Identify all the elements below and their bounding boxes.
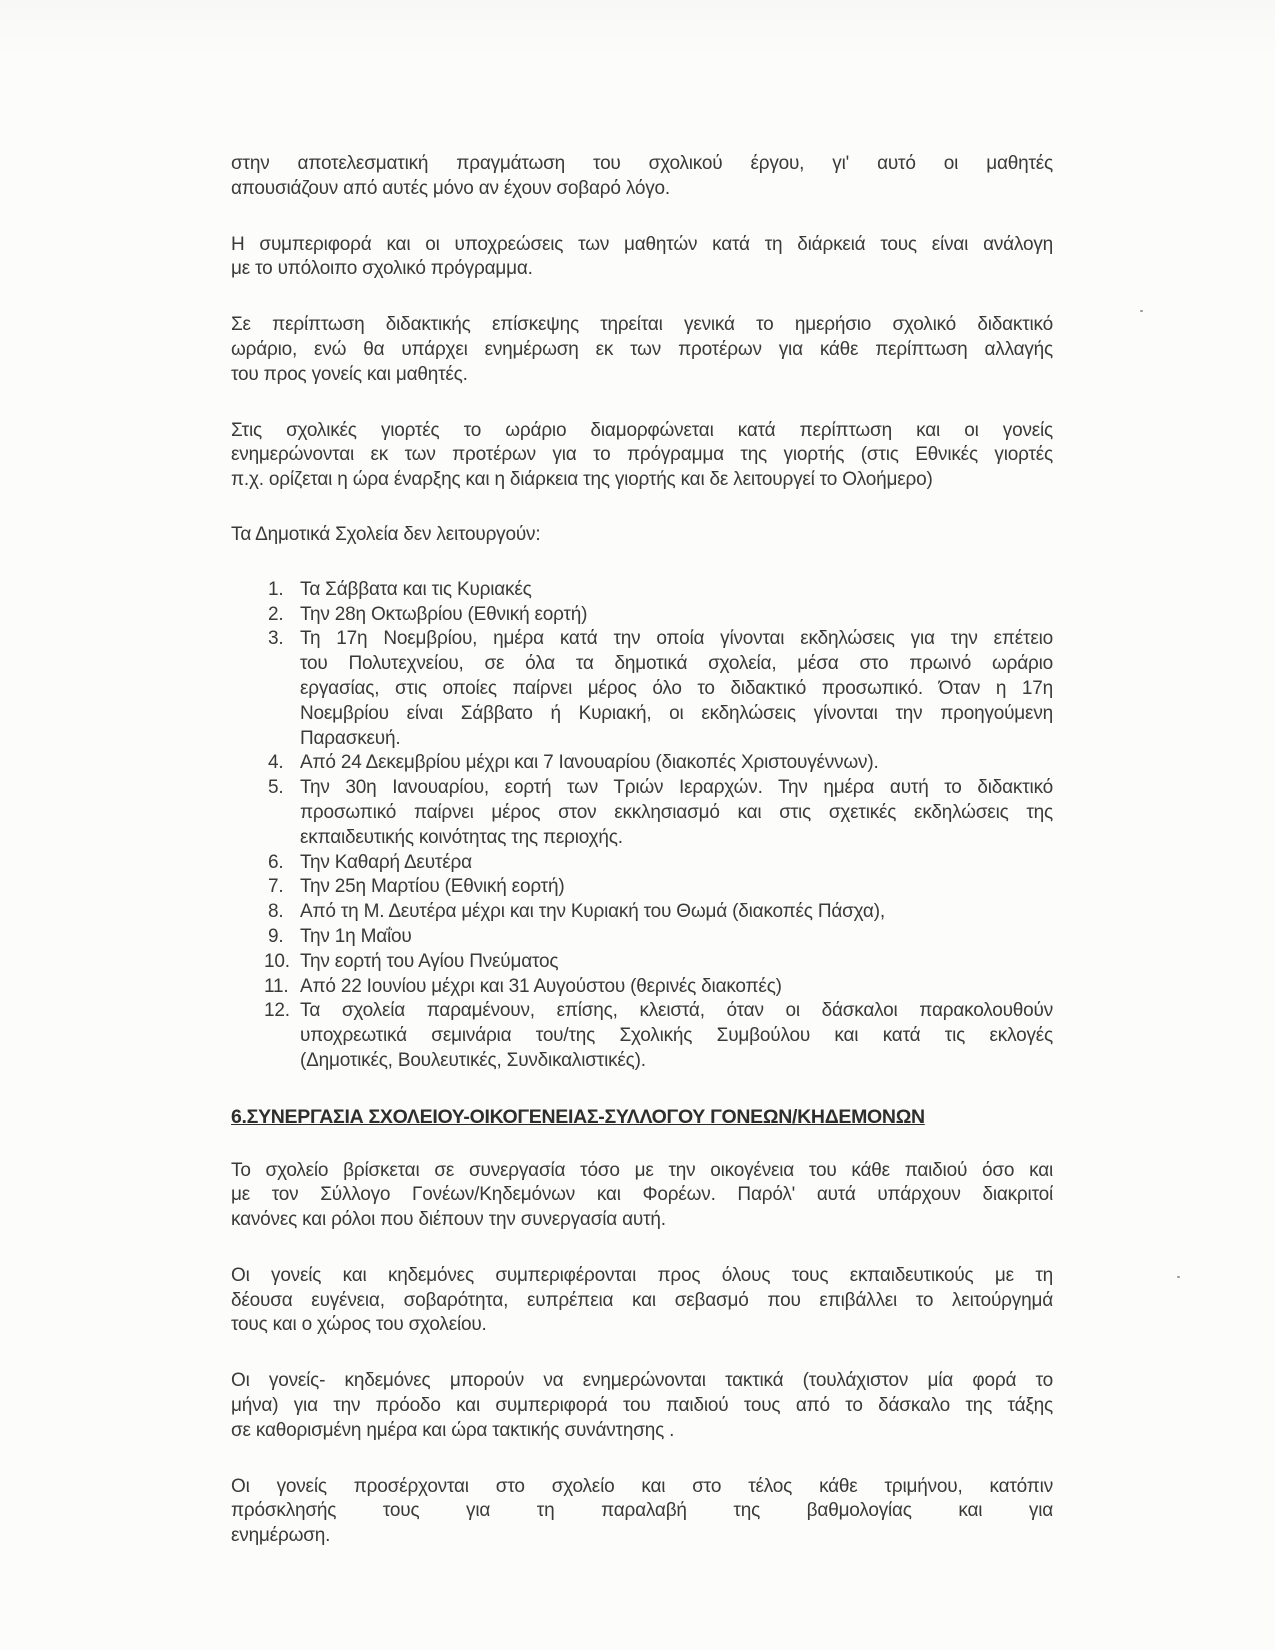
list-number: 8.	[268, 901, 284, 923]
text-line: Τη 17η Νοεμβρίου, ημέρα κατά την οποία γίνονται εκδηλώσεις για την επέτειο	[300, 628, 1053, 650]
text-line: υποχρεωτικά σεμινάρια του/της Σχολικής Συμβούλου και κατά τις εκλογές	[300, 1025, 1053, 1047]
text-line: Τα Σάββατα και τις Κυριακές	[300, 578, 532, 600]
list-number: 5.	[268, 777, 284, 799]
text-line: Την 30η Ιανουαρίου, εορτή των Τριών Ιεραρχών. Την ημέρα αυτή το διδακτικό	[300, 777, 1053, 799]
text-line: Από τη Μ. Δευτέρα μέχρι και την Κυριακή του Θωμά (διακοπές Πάσχα),	[300, 901, 885, 923]
list-number: 4.	[268, 752, 284, 774]
list-item	[264, 999, 1053, 1073]
list-item	[268, 751, 1053, 776]
text-line: εργασίας, στις οποίες παίρνει μέρος όλο το διδακτικό προσωπικό. Όταν η 17η	[300, 677, 1053, 699]
text-line: Την εορτή του Αγίου Πνεύματος	[300, 950, 559, 972]
text-line: δέουσα ευγένεια, σοβαρότητα, ευπρέπεια και σεβασμό που επιβάλλει το λειτούργημά	[231, 1289, 1053, 1311]
text-line: Το σχολείο βρίσκεται σε συνεργασία τόσο με την οικογένεια του κάθε παιδιού όσο και	[231, 1159, 1053, 1181]
text-line: του Πολυτεχνείου, σε όλα τα δημοτικά σχολεία, μέσα στο πρωινό ωράριο	[300, 653, 1053, 675]
text-line: Σε περίπτωση διδακτικής επίσκεψης τηρείται γενικά το ημερήσιο σχολικό διδακτικό	[231, 314, 1053, 336]
list-item	[268, 925, 1053, 950]
text-line: Παρασκευή.	[300, 727, 401, 749]
list-item	[268, 776, 1053, 850]
text-line: Οι γονείς προσέρχονται στο σχολείο και στο τέλος κάθε τριμήνου, κατόπιν	[231, 1475, 1053, 1497]
text-line: Νοεμβρίου είναι Σάββατο ή Κυριακή, οι εκδηλώσεις γίνονται την προηγούμενη	[300, 702, 1053, 724]
text-line: του προς γονείς και μαθητές.	[231, 363, 468, 385]
text-line: τους και ο χώρος του σχολείου.	[231, 1314, 487, 1336]
text-line: προσωπικό παίρνει μέρος στον εκκλησιασμό και στις σχετικές εκδηλώσεις της	[300, 801, 1053, 823]
list-number: 9.	[268, 925, 284, 947]
scan-speck	[1177, 1276, 1180, 1278]
text-line: Οι γονείς και κηδεμόνες συμπεριφέρονται προς όλους τους εκπαιδευτικούς με τη	[231, 1264, 1053, 1286]
text-line: απουσιάζουν από αυτές μόνο αν έχουν σοβαρό λόγο.	[231, 177, 670, 199]
text-line: κανόνες και ρόλοι που διέπουν την συνεργασία αυτή.	[231, 1209, 666, 1231]
list-number: 6.	[268, 851, 284, 873]
text-line: εκπαιδευτικής κοινότητας της περιοχής.	[300, 826, 623, 848]
list-number: 7.	[268, 876, 284, 898]
text-line: ενημερώνονται εκ των προτέρων για το πρόγραμμα της γιορτής (στις Εθνικές γιορτές	[231, 444, 1053, 466]
paragraph-parent-updates	[231, 1369, 1053, 1443]
list-number: 11.	[264, 975, 289, 997]
paragraph-school-celebrations	[231, 419, 1053, 493]
text-line: με το υπόλοιπο σχολικό πρόγραμμα.	[231, 258, 533, 280]
text-line: Την 25η Μαρτίου (Εθνική εορτή)	[300, 876, 565, 898]
text-line: Οι γονείς- κηδεμόνες μπορούν να ενημερώνονται τακτικά (τουλάχιστον μία φορά το	[231, 1370, 1053, 1392]
closures-intro: Τα Δημοτικά Σχολεία δεν λειτουργούν:	[231, 523, 541, 545]
text-line: σε καθορισμένη ημέρα και ώρα τακτικής συνάντησης .	[231, 1419, 675, 1441]
text-line: Την 1η Μαΐου	[300, 925, 412, 947]
text-line: π.χ. ορίζεται η ώρα έναρξης και η διάρκεια της γιορτής και δε λειτουργεί το Ολοήμερο)	[231, 469, 933, 491]
text-line: με τον Σύλλογο Γονέων/Κηδεμόνων και Φορέων. Παρόλ' αυτά υπάρχουν διακριτοί	[231, 1184, 1053, 1206]
paragraph-behaviour	[231, 233, 1053, 283]
document-body	[231, 152, 1053, 1549]
text-line: στην αποτελεσματική πραγμάτωση του σχολικού έργου, γι' αυτό οι μαθητές	[231, 153, 1053, 174]
text-line: Την Καθαρή Δευτέρα	[300, 851, 472, 873]
text-line: Από 22 Ιουνίου μέχρι και 31 Αυγούστου (θερινές διακοπές)	[300, 975, 782, 997]
paragraph-educational-visit	[231, 313, 1053, 387]
text-line: ωράριο, ενώ θα υπάρχει ενημέρωση εκ των προτέρων για κάθε περίπτωση αλλαγής	[231, 338, 1053, 360]
text-line: πρόσκλησής τους για τη παραλαβή της βαθμολογίας και για	[231, 1500, 1053, 1522]
paragraph-attendance	[231, 152, 1053, 202]
list-item	[268, 851, 1053, 876]
list-number: 10.	[264, 950, 290, 972]
list-item	[268, 875, 1053, 900]
text-line: ενημέρωση.	[231, 1525, 331, 1547]
list-number: 1.	[268, 578, 284, 600]
list-item	[268, 900, 1053, 925]
list-item	[264, 950, 1053, 975]
text-line: Από 24 Δεκεμβρίου μέχρι και 7 Ιανουαρίου (διακοπές Χριστουγέννων).	[300, 752, 879, 774]
text-line: Η συμπεριφορά και οι υποχρεώσεις των μαθητών κατά τη διάρκειά τους είναι ανάλογη	[231, 233, 1053, 255]
text-line: Στις σχολικές γιορτές το ωράριο διαμορφώνεται κατά περίπτωση και οι γονείς	[231, 419, 1053, 441]
list-number: 3.	[268, 628, 284, 650]
text-line: (Δημοτικές, Βουλευτικές, Συνδικαλιστικές).	[300, 1049, 646, 1071]
closures-list	[231, 578, 1053, 1074]
list-number: 12.	[264, 1000, 290, 1022]
list-item	[268, 578, 1053, 603]
list-number: 2.	[268, 603, 284, 625]
section-heading: 6.ΣΥΝΕΡΓΑΣΙΑ ΣΧΟΛΕΙΟΥ-ΟΙΚΟΓΕΝΕΙΑΣ-ΣΥΛΛΟΓΟΥ ΓΟΝΕΩΝ/ΚΗΔΕΜΟΝΩΝ	[231, 1105, 925, 1128]
paragraph-term-grades	[231, 1475, 1053, 1549]
text-line: μήνα) για την πρόοδο και συμπεριφορά του παιδιού τους από το δάσκαλο της τάξης	[231, 1395, 1053, 1417]
text-line: Τα σχολεία παραμένουν, επίσης, κλειστά, όταν οι δάσκαλοι παρακολουθούν	[300, 1000, 1053, 1022]
list-item	[268, 627, 1053, 751]
scan-speck	[1140, 310, 1143, 312]
list-item	[268, 603, 1053, 628]
text-line: Την 28η Οκτωβρίου (Εθνική εορτή)	[300, 603, 588, 625]
paragraph-cooperation	[231, 1159, 1053, 1233]
list-item	[264, 975, 1053, 1000]
paragraph-parent-conduct	[231, 1264, 1053, 1338]
